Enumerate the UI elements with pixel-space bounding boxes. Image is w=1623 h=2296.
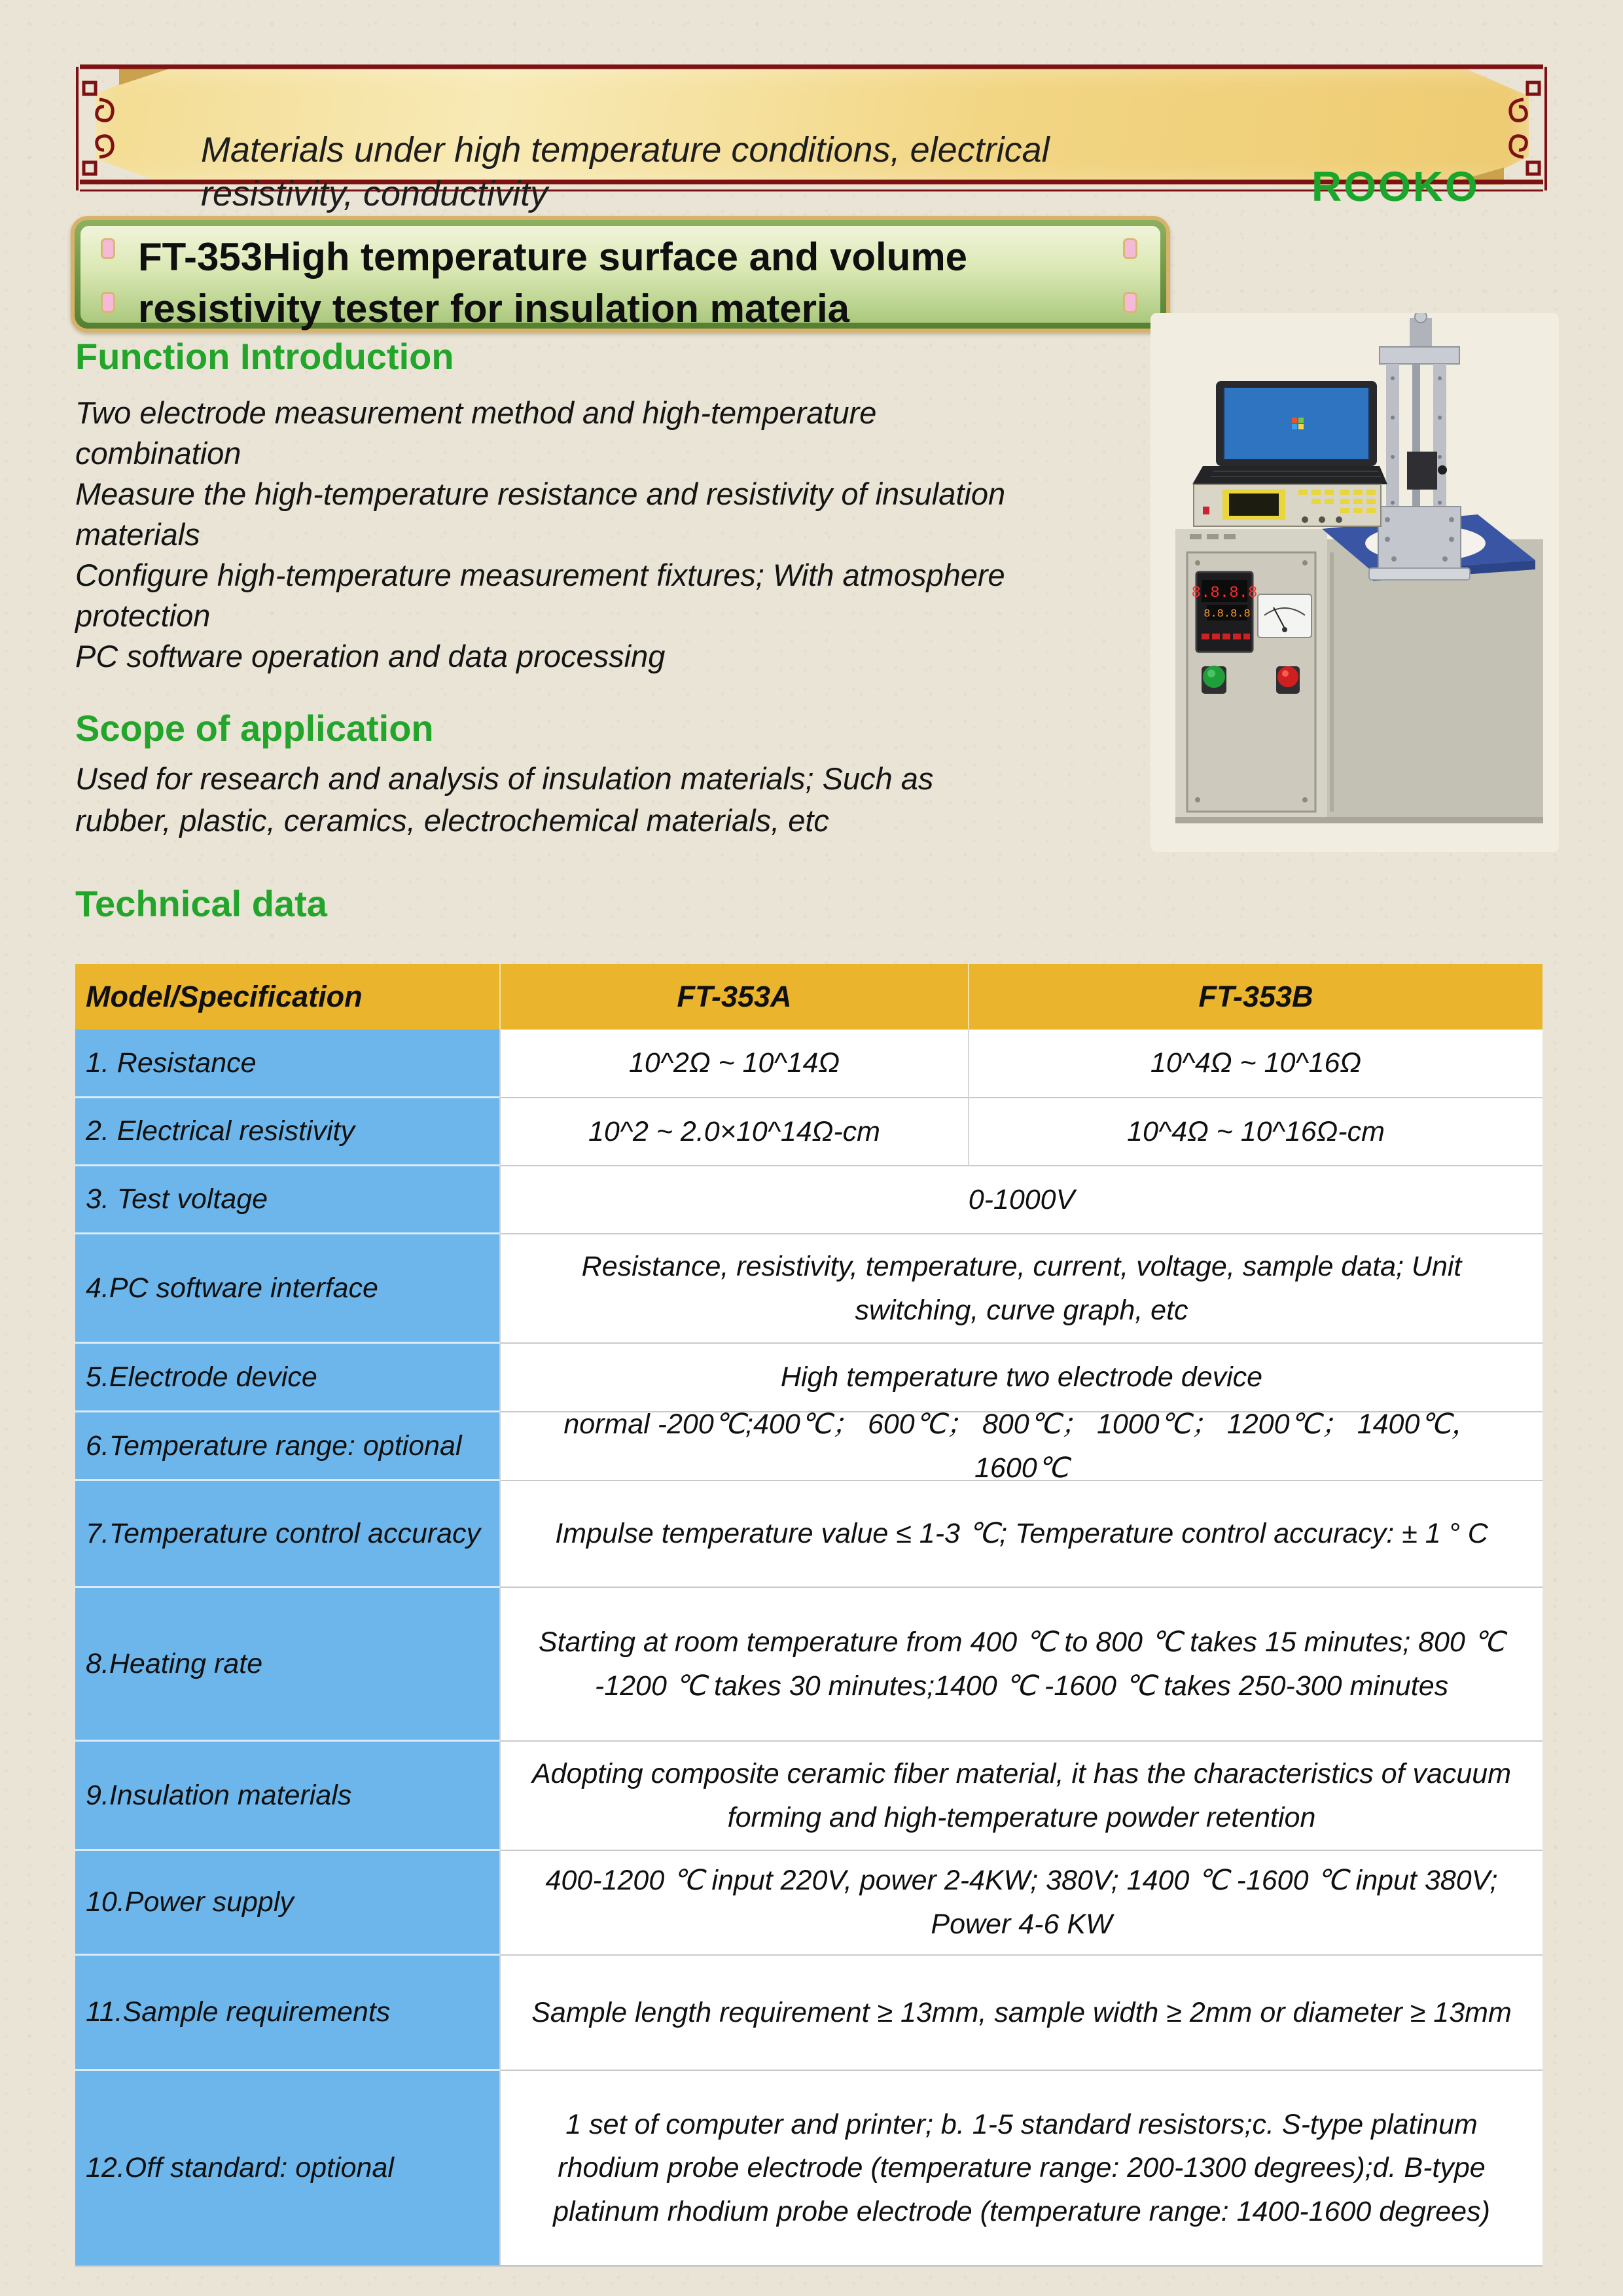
spec-value: 400-1200 ℃ input 220V, power 2-4KW; 380V; 1400 ℃ -1600 ℃ input 380V; Power 4-6 KW [501, 1851, 1543, 1956]
spec-label: 7.Temperature control accuracy [75, 1481, 501, 1588]
table-row [75, 1851, 1543, 1956]
spec-label: 9.Insulation materials [75, 1742, 501, 1851]
spec-label: 12.Off standard: optional [75, 2071, 501, 2265]
function-introduction-text [75, 393, 1162, 677]
table-row [75, 1742, 1543, 1851]
spec-value: normal -200℃;400℃； 600℃； 800℃； 1000℃； 1200℃； 1400℃，1600℃ [501, 1412, 1543, 1481]
pink-tab-icon [101, 238, 115, 259]
spec-value-b: 10^4Ω ~ 10^16Ω-cm [969, 1098, 1543, 1166]
section-heading-scope: Scope of application [75, 708, 434, 749]
header-ft-353b: FT-353B [969, 964, 1543, 1030]
table-row [75, 1234, 1543, 1344]
scope-text [75, 758, 1162, 842]
top-ribbon-banner [73, 63, 1550, 213]
spec-label: 6.Temperature range: optional [75, 1412, 501, 1481]
furnace-body [1175, 514, 1543, 823]
table-row [75, 1030, 1543, 1098]
pink-tab-icon [1123, 292, 1137, 313]
intro-line: PC software operation and data processing [75, 639, 666, 673]
table-row [75, 1588, 1543, 1742]
intro-line: Configure high-temperature measurement fixtures; With atmosphere [75, 558, 1005, 592]
spec-value: Impulse temperature value ≤ 1-3 ℃; Temperature control accuracy: ± 1 ° C [501, 1481, 1543, 1588]
controller-display-bottom: 8.8.8.8 [1204, 608, 1251, 620]
pink-tab-icon [101, 292, 115, 313]
furnace-side-seam [1330, 552, 1334, 812]
banner-title [201, 128, 1050, 216]
laptop-keyboard [1192, 466, 1387, 484]
product-title-line2: resistivity tester for insulation materia [138, 287, 850, 331]
spec-label: 5.Electrode device [75, 1344, 501, 1412]
intro-line: protection [75, 598, 211, 633]
spec-label: 4.PC software interface [75, 1234, 501, 1344]
section-heading-function-introduction: Function Introduction [75, 336, 454, 377]
spec-label: 1. Resistance [75, 1030, 501, 1098]
laptop-screen [1224, 387, 1369, 459]
stage-slider-block [1407, 452, 1437, 490]
header-model-specification: Model/Specification [75, 964, 501, 1030]
analog-meter [1258, 594, 1311, 637]
controller-display-top: 8.8.8.8 [1191, 584, 1258, 602]
spec-value: 1 set of computer and printer; b. 1-5 standard resistors;c. S-type platinum rhodium probe electrode (temperature range: 200-1300 degrees);d. B-type platinum rhodium probe electrode (temperature range: 1400-1600 degrees) [553, 2108, 1490, 2227]
spec-value: Sample length requirement ≥ 13mm, sample width ≥ 2mm or diameter ≥ 13mm [501, 1956, 1543, 2071]
spec-label: 8.Heating rate [75, 1588, 501, 1742]
product-banner-frame [75, 220, 1166, 329]
section-heading-technical-data: Technical data [75, 883, 327, 924]
temperature-controller [1192, 572, 1258, 652]
table-row [75, 1481, 1543, 1588]
table-row [75, 2071, 1543, 2265]
technical-data-table [75, 964, 1543, 2267]
stage-base-bracket [1378, 507, 1461, 569]
spec-label: 11.Sample requirements [75, 1956, 501, 2071]
scope-line: Used for research and analysis of insulation materials; Such as [75, 761, 934, 796]
spec-value-b: 10^4Ω ~ 10^16Ω [969, 1030, 1543, 1098]
spec-label: 10.Power supply [75, 1851, 501, 1956]
banner-title-line2: resistivity, conductivity [201, 174, 548, 213]
intro-line: combination [75, 436, 241, 471]
table-row [75, 1408, 1543, 1484]
intro-line: materials [75, 517, 200, 552]
product-title-banner [71, 216, 1170, 332]
intro-line: Two electrode measurement method and high-temperature [75, 395, 877, 430]
product-banner-inner [80, 226, 1160, 331]
brand-logo: ROOKO [1311, 163, 1480, 210]
measuring-instrument [1194, 484, 1381, 526]
product-title [138, 231, 967, 334]
table-row [75, 1098, 1543, 1166]
spec-value-a: 10^2Ω ~ 10^14Ω [501, 1030, 969, 1098]
header-ft-353a: FT-353A [501, 964, 969, 1030]
pink-tab-icon [1123, 238, 1137, 259]
table-header-row [75, 964, 1543, 1030]
spec-value: 0-1000V [501, 1166, 1543, 1234]
scope-line: rubber, plastic, ceramics, electrochemical materials, etc [75, 803, 829, 838]
intro-line: Measure the high-temperature resistance and resistivity of insulation [75, 476, 1006, 511]
spec-value: Starting at room temperature from 400 ℃ to 800 ℃ takes 15 minutes; 800 ℃ -1200 ℃ takes 30 minutes;1400 ℃ -1600 ℃ takes 250-300 minutes [501, 1588, 1543, 1742]
table-row [75, 1166, 1543, 1234]
product-title-line1: FT-353High temperature surface and volume [138, 235, 968, 279]
spec-value: High temperature two electrode device [501, 1344, 1543, 1412]
spec-label: 2. Electrical resistivity [75, 1098, 501, 1166]
laptop [1192, 381, 1387, 484]
spec-label: 3. Test voltage [75, 1166, 501, 1234]
product-photo [1150, 313, 1559, 852]
spec-value: Adopting composite ceramic fiber material, it has the characteristics of vacuum forming and high-temperature powder retention [501, 1742, 1543, 1851]
table-row [75, 1956, 1543, 2071]
spec-value-a: 10^2 ~ 2.0×10^14Ω-cm [501, 1098, 969, 1166]
stop-button-red [1276, 666, 1300, 694]
spec-value: Resistance, resistivity, temperature, current, voltage, sample data; Unit switching, curve graph, etc [501, 1234, 1543, 1344]
start-button-green [1202, 666, 1226, 694]
banner-title-line1: Materials under high temperature conditions, electrical [201, 130, 1050, 170]
